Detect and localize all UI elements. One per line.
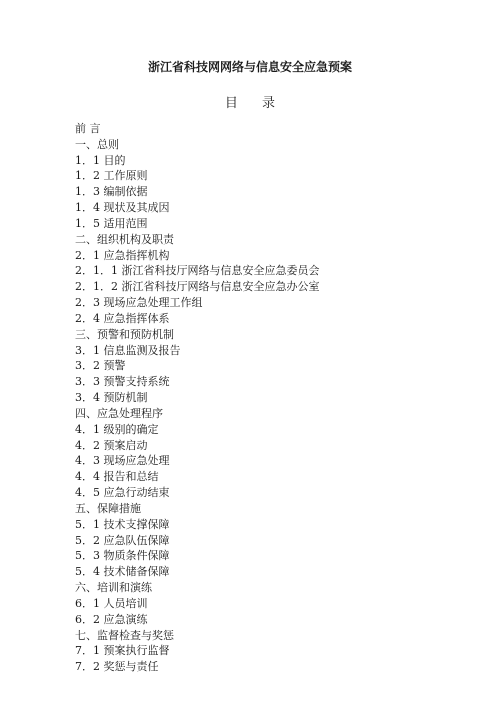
toc-item: 5．2 应急队伍保障 (75, 533, 170, 547)
toc-item: 4．4 报告和总结 (75, 470, 159, 484)
toc-item: 4．3 现场应急处理 (75, 454, 170, 468)
toc-item: 二、组织机构及职责 (75, 232, 174, 246)
toc-item: 1．3 编制依据 (75, 185, 148, 199)
toc-item: 2．1．1 浙江省科技厅网络与信息安全应急委员会 (75, 264, 320, 278)
toc-item: 2．1 应急指挥机构 (75, 248, 170, 262)
toc-item: 六、培训和演练 (75, 581, 152, 595)
toc-item: 3．2 预警 (75, 359, 126, 373)
toc-item: 五、保障措施 (75, 501, 141, 515)
toc-item: 七、监督检查与奖惩 (75, 628, 174, 642)
toc-item: 5．3 物质条件保障 (75, 549, 170, 563)
toc-item: 前 言 (75, 122, 101, 135)
toc-item: 6．1 人员培训 (75, 596, 148, 610)
toc-item: 2．1．2 浙江省科技厅网络与信息安全应急办公室 (75, 280, 320, 294)
toc-item: 2．3 现场应急处理工作组 (75, 296, 203, 310)
toc-item: 4．1 级别的确定 (75, 422, 159, 436)
toc-heading: 目 录 (224, 96, 286, 111)
toc-item: 四、应急处理程序 (75, 406, 163, 420)
toc-item: 1．4 现状及其成因 (75, 201, 170, 215)
toc-item: 三、预警和预防机制 (75, 327, 174, 341)
toc-item: 3．4 预防机制 (75, 391, 148, 405)
toc-item: 1．1 目的 (75, 153, 126, 167)
toc-item: 6．2 应急演练 (75, 612, 148, 626)
toc-item: 2．4 应急指挥体系 (75, 311, 170, 325)
toc-item: 5．4 技术储备保障 (75, 565, 170, 579)
document-title: 浙江省科技网网络与信息安全应急预案 (147, 60, 352, 74)
toc-item: 7．1 预案执行监督 (75, 644, 170, 658)
toc-item: 4．2 预案启动 (75, 438, 148, 452)
toc-item: 3．1 信息监测及报告 (75, 343, 181, 357)
toc-item: 5．1 技术支撑保障 (75, 517, 170, 531)
toc-item: 3．3 预警支持系统 (75, 375, 170, 389)
toc-item: 1．5 适用范围 (75, 216, 148, 230)
toc-item: 一、总则 (75, 137, 119, 151)
toc-item: 1．2 工作原则 (75, 169, 148, 183)
toc-item: 4．5 应急行动结束 (75, 486, 170, 500)
table-of-contents (75, 121, 320, 675)
toc-item: 7．2 奖惩与责任 (75, 660, 159, 674)
